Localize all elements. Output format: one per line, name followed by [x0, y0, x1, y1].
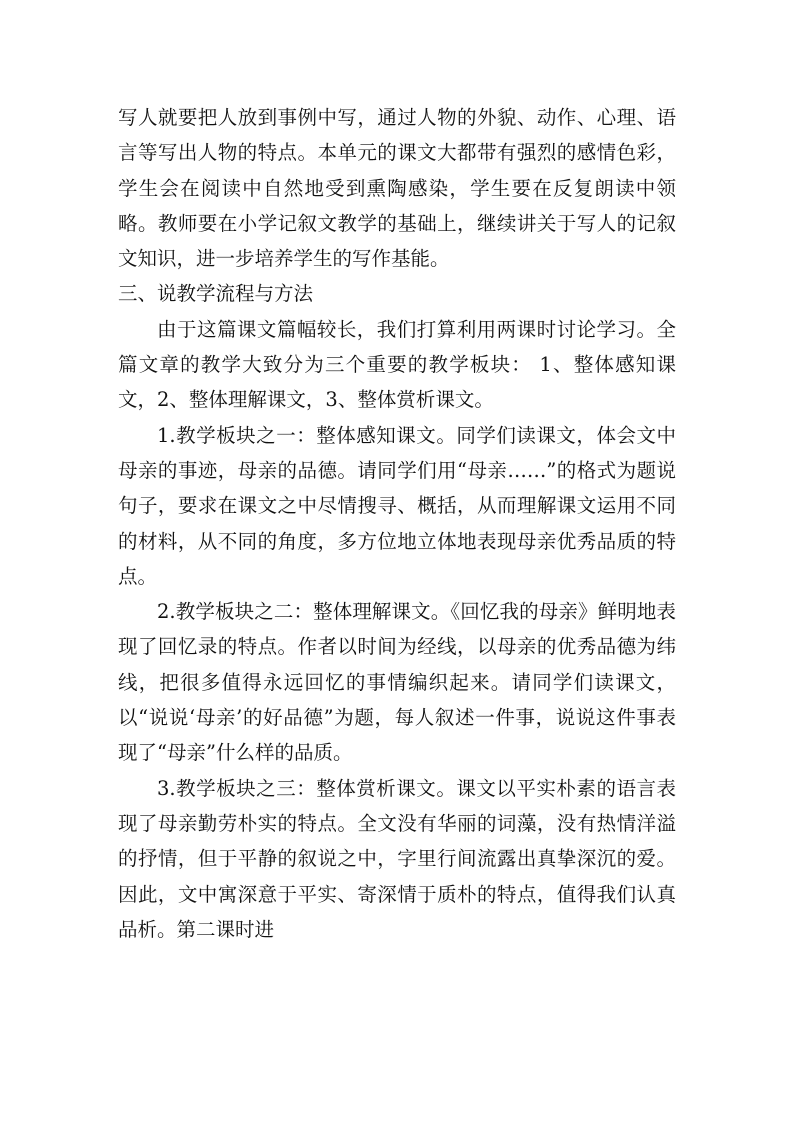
section-heading: 三、说教学流程与方法: [118, 282, 314, 306]
document-body: [118, 100, 676, 947]
paragraph-block-1: 1.教学板块之一：整体感知课文。同学们读课文，体会文中母亲的事迹，母亲的品德。请同学们用“母亲……”的格式为题说句子，要求在课文之中尽情搜寻、概括，从而理解课文运用不同的材料，从不同的角度，多方位地立体地表现母亲优秀品质的特点。: [118, 423, 676, 588]
paragraph-overview: 由于这篇课文篇幅较长，我们打算利用两课时讨论学习。全篇文章的教学大致分为三个重要的教学板块： 1、整体感知课文，2、整体理解课文，3、整体赏析课文。: [118, 317, 676, 412]
paragraph-intro: 写人就要把人放到事例中写，通过人物的外貌、动作、心理、语言等写出人物的特点。本单元的课文大都带有强烈的感情色彩，学生会在阅读中自然地受到熏陶感染，学生要在反复朗读中领略。教师要在小学记叙文教学的基础上，继续讲关于写人的记叙文知识，进一步培养学生的写作基能。: [118, 106, 676, 271]
paragraph-block-2: 2.教学板块之二：整体理解课文。《回忆我的母亲》鲜明地表现了回忆录的特点。作者以时间为经线，以母亲的优秀品德为纬线，把很多值得永远回忆的事情编织起来。请同学们读课文，以“说说‘母亲’的好品德”为题，每人叙述一件事，说说这件事表现了“母亲”什么样的品质。: [118, 600, 676, 765]
paragraph-block-3: 3.教学板块之三：整体赏析课文。课文以平实朴素的语言表现了母亲勤劳朴实的特点。全文没有华丽的词藻，没有热情洋溢的抒情，但于平静的叙说之中，字里行间流露出真挚深沉的爱。因此，文中寓深意于平实、寄深情于质朴的特点，值得我们认真品析。第二课时进: [118, 776, 676, 941]
